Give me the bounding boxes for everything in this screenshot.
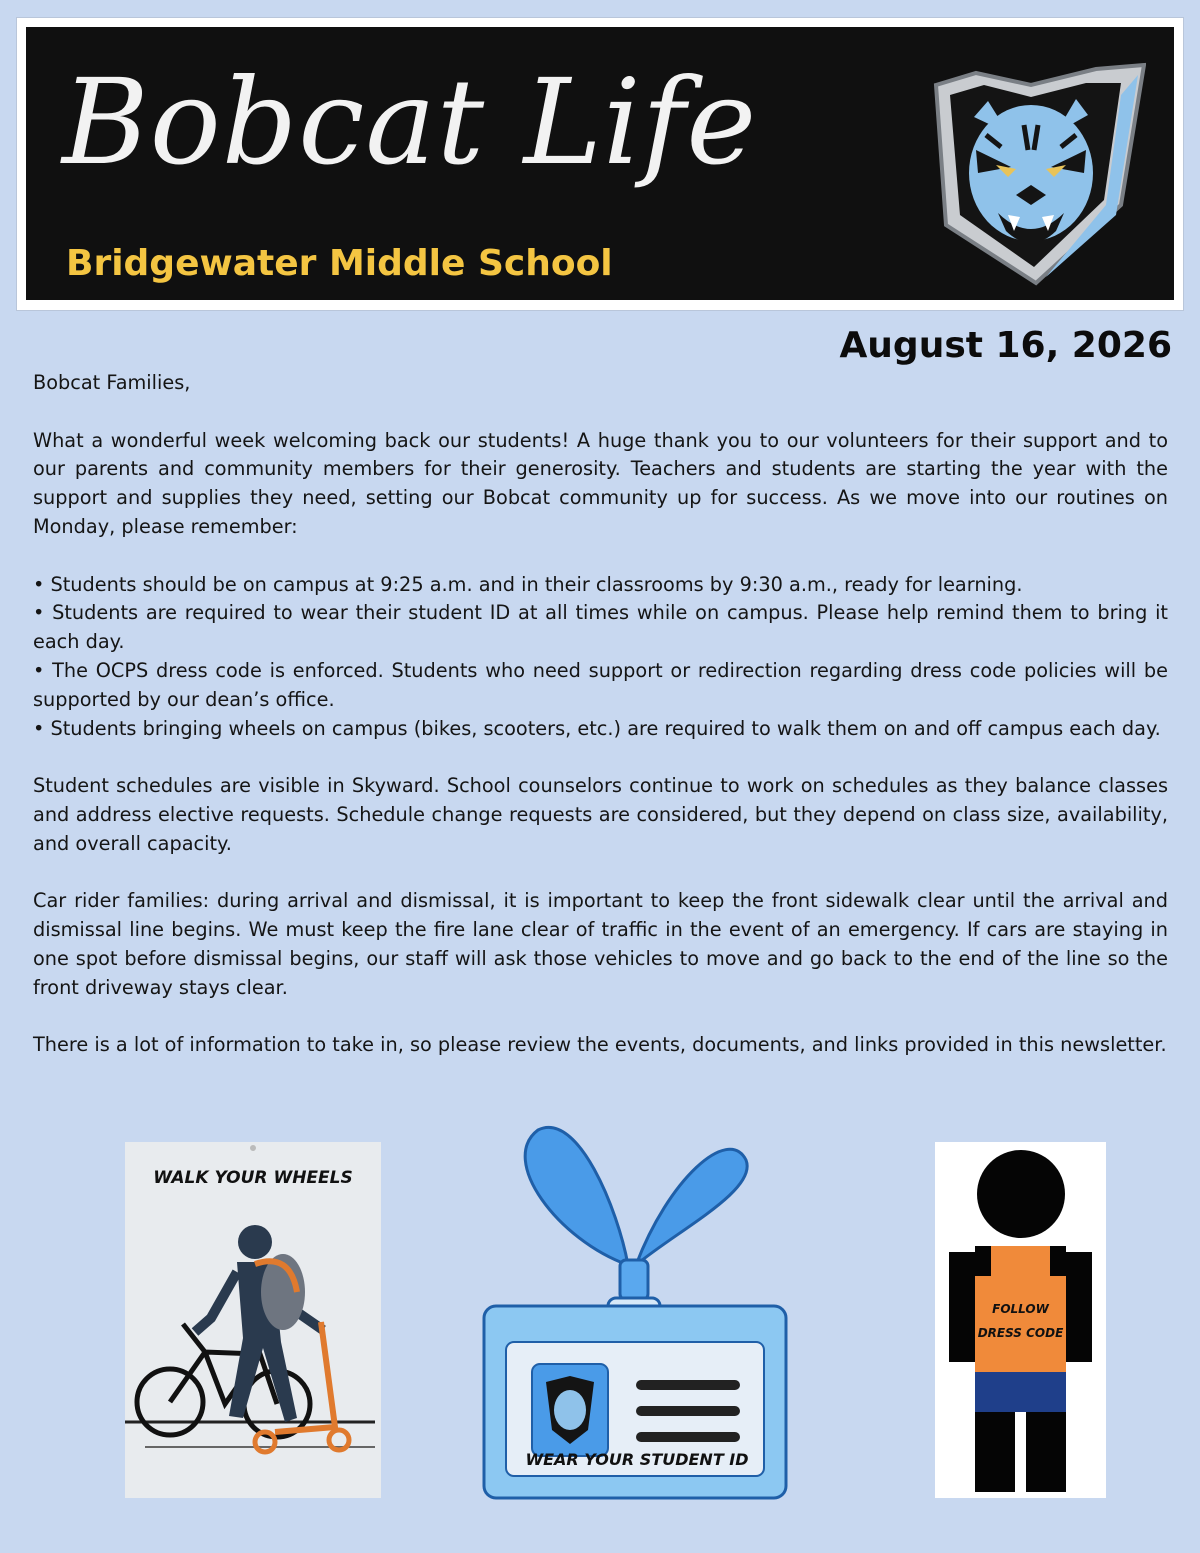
list-item: • The OCPS dress code is enforced. Students who need support or redirection regarding dress code policies will be supported by our dean’s office. (33, 658, 1168, 711)
list-item: • Students should be on campus at 9:25 a.m. and in their classrooms by 9:30 a.m., ready for learning. (33, 572, 1023, 596)
newsletter-date: August 16, 2026 (839, 325, 1172, 366)
letter-body (33, 369, 1168, 1089)
bobcat-mascot-shield-icon (916, 55, 1146, 287)
dress-code-person-icon (935, 1142, 1106, 1498)
list-item: • Students bringing wheels on campus (bikes, scooters, etc.) are required to walk them on and off campus each day. (33, 716, 1161, 740)
schedules-paragraph: Student schedules are visible in Skyward. School counselors continue to work on schedules as they balance classes and address elective requests. Schedule change requests are considered, but they depend on class size, availability, and overall capacity. (33, 774, 1168, 855)
newsletter-title: Bobcat Life (62, 53, 758, 191)
closing-paragraph: There is a lot of information to take in, so please review the events, documents, and links provided in this newsletter. (33, 1033, 1167, 1057)
walking-with-bike-icon (125, 1142, 381, 1498)
reminder-list (33, 571, 1168, 744)
student-id-graphic (478, 1120, 796, 1506)
school-name: Bridgewater Middle School (66, 243, 613, 284)
walk-your-wheels-graphic (125, 1142, 381, 1498)
dress-code-label-1: FOLLOW (992, 1302, 1049, 1316)
intro-paragraph: What a wonderful week welcoming back our students! A huge thank you to our volunteers for their support and to our parents and community members for their generosity. Teachers and students are starting the year with the support and supplies they need, setting our Bobcat community up for success. As we move into our routines on Monday, please remember: (33, 428, 1168, 538)
walk-your-wheels-label: WALK YOUR WHEELS (153, 1168, 353, 1188)
banner (26, 27, 1174, 300)
wear-your-student-id-label: WEAR YOUR STUDENT ID (525, 1450, 749, 1469)
car-rider-paragraph: Car rider families: during arrival and dismissal, it is important to keep the front sidewalk clear until the arrival and dismissal line begins. We must keep the fire lane clear of traffic in the event of an emergency. If cars are staying in one spot before dismissal begins, our staff will ask those vehicles to move and go back to the end of the line so the front driveway stays clear. (33, 889, 1168, 999)
greeting: Bobcat Families, (33, 371, 191, 394)
id-badge-lanyard-icon (478, 1120, 796, 1506)
dress-code-graphic (935, 1142, 1106, 1498)
list-item: • Students are required to wear their student ID at all times while on campus. Please help remind them to bring it each day. (33, 601, 1168, 654)
dress-code-label-2: DRESS CODE (977, 1326, 1064, 1340)
